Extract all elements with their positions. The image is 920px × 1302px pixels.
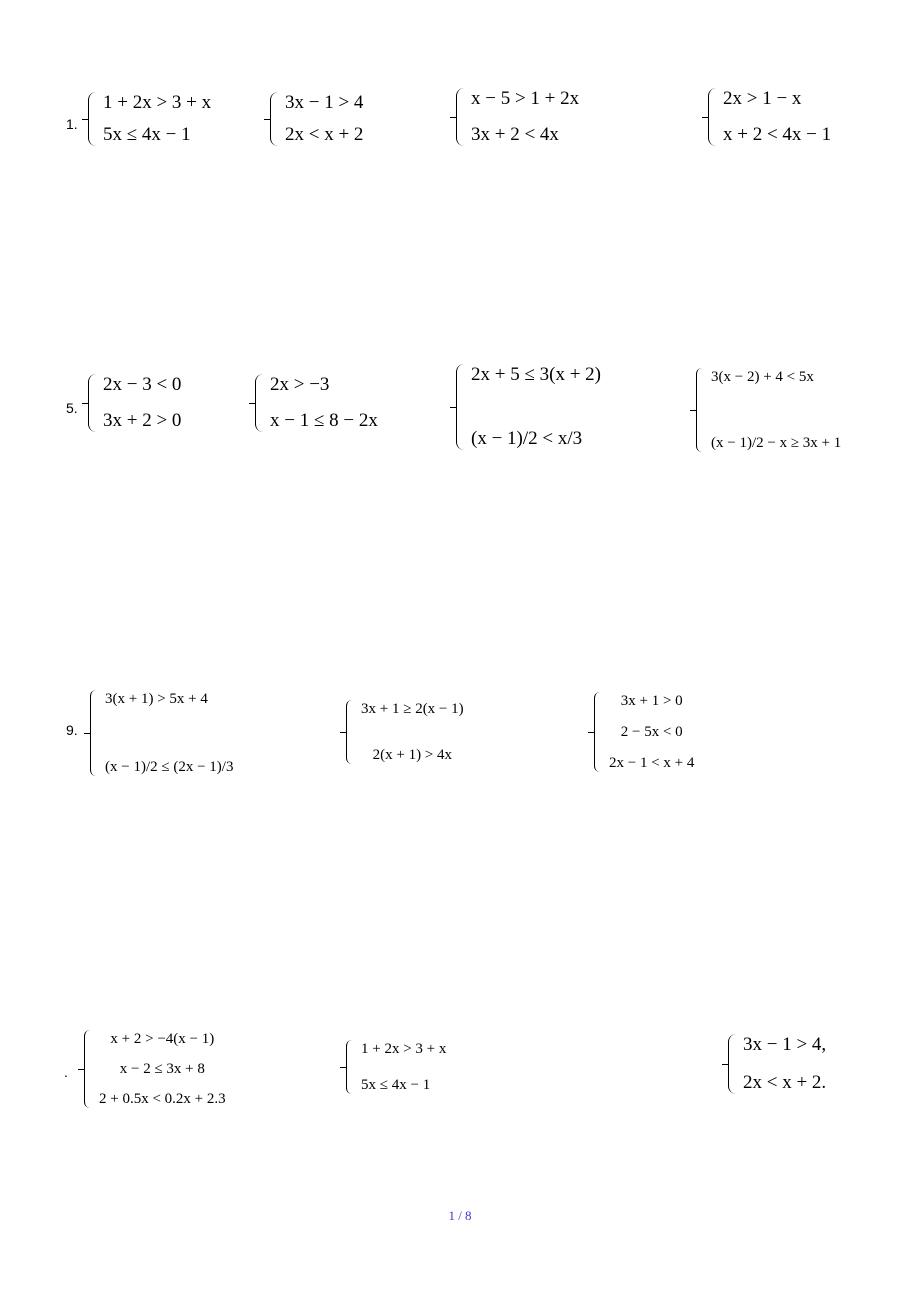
brace-icon — [88, 92, 99, 146]
inequality-system — [88, 92, 211, 146]
inequality: x + 2 > −4(x − 1) — [110, 1031, 215, 1047]
brace-icon — [346, 700, 357, 764]
problem-number: . — [64, 1064, 68, 1080]
brace-icon — [255, 374, 266, 432]
inequality: 3(x + 1) > 5x + 4 — [105, 691, 208, 707]
inequality: 2x + 5 ≤ 3(x + 2) — [471, 364, 602, 385]
inequality: 2 + 0.5x < 0.2x + 2.3 — [99, 1091, 226, 1107]
brace-icon — [84, 1030, 95, 1108]
brace-icon — [456, 364, 467, 450]
inequality: x − 5 > 1 + 2x — [471, 88, 580, 109]
inequality: x − 2 ≤ 3x + 8 — [119, 1061, 205, 1077]
inequality: 2x > 1 − x — [723, 88, 802, 109]
brace-icon — [456, 88, 467, 146]
inequality: (x − 1)/2 < x/3 — [471, 428, 583, 449]
inequality: 1 + 2x > 3 + x — [103, 92, 212, 113]
inequality: 2x − 1 < x + 4 — [609, 755, 695, 771]
inequality: 2x < x + 2. — [743, 1072, 827, 1093]
brace-icon — [88, 374, 99, 432]
inequality-system — [346, 700, 464, 764]
brace-icon — [594, 692, 605, 772]
brace-icon — [346, 1040, 357, 1094]
inequality-system — [696, 368, 841, 452]
inequality: x + 2 < 4x − 1 — [723, 124, 832, 145]
inequality: 3x + 1 ≥ 2(x − 1) — [361, 701, 464, 717]
inequality-system — [88, 374, 181, 432]
inequality: x − 1 ≤ 8 − 2x — [270, 410, 378, 431]
inequality: 3x + 2 < 4x — [471, 124, 559, 145]
inequality-system — [90, 690, 233, 776]
brace-icon — [708, 88, 719, 146]
problem-number-1: 1. — [66, 116, 78, 132]
brace-icon — [728, 1034, 739, 1094]
inequality-system — [728, 1034, 826, 1094]
inequality: 2x − 3 < 0 — [103, 374, 182, 395]
inequality: 3x − 1 > 4 — [285, 92, 364, 113]
inequality: 1 + 2x > 3 + x — [361, 1041, 447, 1057]
inequality: 3(x − 2) + 4 < 5x — [711, 369, 814, 385]
brace-icon — [696, 368, 707, 452]
inequality: 2x < x + 2 — [285, 124, 364, 145]
inequality-system — [594, 692, 694, 772]
brace-icon — [90, 690, 101, 776]
inequality: 3x − 1 > 4, — [743, 1034, 827, 1055]
inequality: 5x ≤ 4x − 1 — [103, 124, 191, 145]
inequality: 2(x + 1) > 4x — [372, 747, 453, 763]
inequality: 3x + 1 > 0 — [620, 693, 683, 709]
inequality: (x − 1)/2 ≤ (2x − 1)/3 — [105, 759, 234, 775]
inequality-system — [346, 1040, 446, 1094]
inequality-system — [84, 1030, 226, 1108]
inequality-system — [270, 92, 363, 146]
problem-number-5: 5. — [66, 400, 78, 416]
inequality-system — [708, 88, 831, 146]
inequality: 3x + 2 > 0 — [103, 410, 182, 431]
brace-icon — [270, 92, 281, 146]
problem-number-9: 9. — [66, 722, 78, 738]
inequality-system — [255, 374, 378, 432]
inequality-system — [456, 88, 579, 146]
inequality: 2x > −3 — [270, 374, 330, 395]
page-indicator: 1 / 8 — [448, 1208, 472, 1223]
inequality-system — [456, 364, 601, 450]
inequality: (x − 1)/2 − x ≥ 3x + 1 — [711, 435, 842, 451]
inequality: 5x ≤ 4x − 1 — [361, 1077, 431, 1093]
inequality: 2 − 5x < 0 — [620, 724, 683, 740]
